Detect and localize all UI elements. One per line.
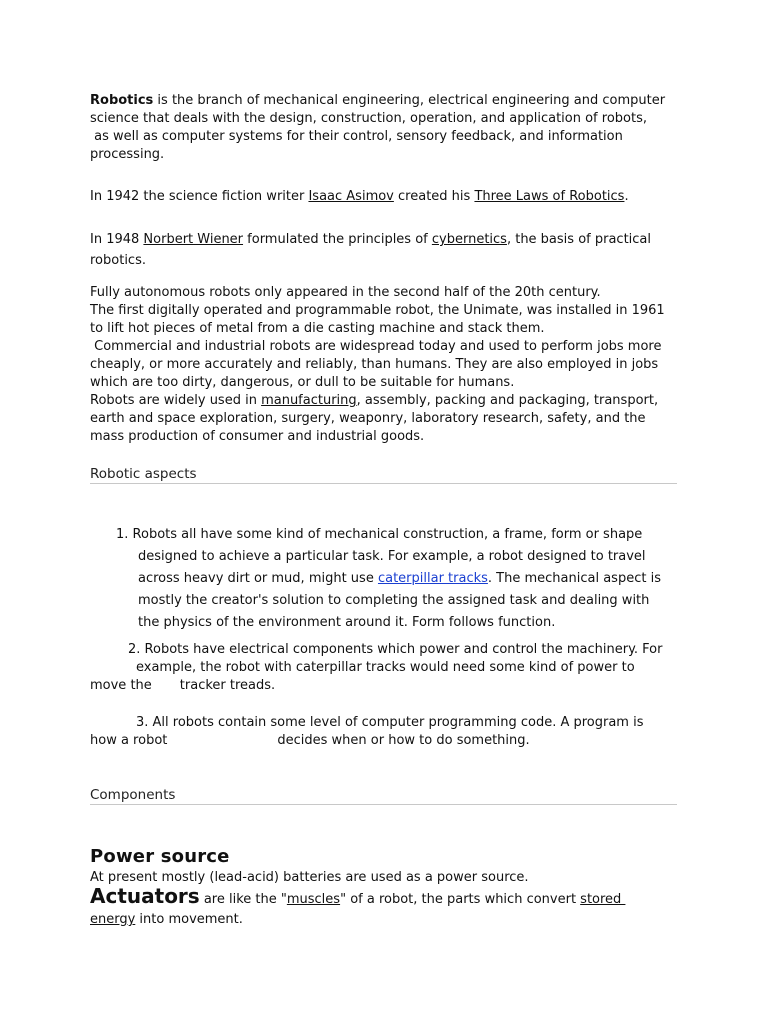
aspect-1-line-4: mostly the creator's solution to completing the assigned task and dealing with (138, 593, 650, 608)
asimov-prefix: In 1942 the science fiction writer (90, 189, 309, 204)
history-line-2: The first digitally operated and programmable robot, the Unimate, was installed in 1961 (90, 303, 665, 318)
aspect-3-line-2a: how a robot (90, 733, 168, 748)
intro-line-2: science that deals with the design, construction, operation, and application of robots, (90, 111, 647, 126)
components-heading: Components (90, 787, 677, 805)
history-line-6: which are too dirty, dangerous, or dull to be suitable for humans. (90, 375, 515, 390)
usage-suffix: , assembly, packing and packaging, transport, (356, 393, 659, 408)
aspect-item-2 (90, 641, 690, 695)
asimov-middle: created his (393, 189, 475, 204)
norbert-wiener-link[interactable]: Norbert Wiener (143, 232, 244, 247)
actuators-middle: " of a robot, the parts which convert (340, 892, 581, 907)
aspect-2-line-3a: move the (90, 678, 152, 693)
usage-line-3: mass production of consumer and industrial goods. (90, 429, 425, 444)
history-line-5: cheaply, or more accurately and reliably, than humans. They are also employed in jobs (90, 357, 659, 372)
power-source-text: At present mostly (lead-acid) batteries are used as a power source. (90, 870, 529, 885)
aspect-1-line-1: 1. Robots all have some kind of mechanical construction, a frame, form or shape (116, 527, 643, 542)
cybernetics-link[interactable]: cybernetics (431, 232, 507, 247)
wiener-paragraph (90, 229, 690, 271)
aspect-1-line-5: the physics of the environment around it. Form follows function. (138, 615, 556, 630)
aspect-2-line-1: 2. Robots have electrical components which power and control the machinery. For (128, 642, 663, 657)
history-paragraph (90, 284, 690, 446)
actuators-title: Actuators (90, 884, 200, 908)
actuators-suffix: into movement. (135, 912, 243, 927)
history-line-4: Commercial and industrial robots are widespread today and used to perform jobs more (90, 339, 662, 354)
usage-prefix: Robots are widely used in (90, 393, 262, 408)
intro-line-1: is the branch of mechanical engineering, electrical engineering and computer (153, 93, 666, 108)
asimov-suffix: . (624, 189, 629, 204)
actuators-paragraph (90, 886, 690, 930)
aspect-3-line-1: 3. All robots contain some level of computer programming code. A program is (136, 715, 644, 730)
aspect-3-line-2b: decides when or how to do something. (277, 733, 530, 748)
aspect-item-1 (90, 524, 690, 634)
actuators-prefix: are like the " (199, 892, 287, 907)
robotic-aspects-heading: Robotic aspects (90, 466, 677, 484)
aspect-1-line-3-prefix: across heavy dirt or mud, might use (138, 571, 378, 586)
power-source-title: Power source (90, 846, 230, 867)
manufacturing-link[interactable]: manufacturing (261, 393, 357, 408)
wiener-prefix: In 1948 (90, 232, 144, 247)
robotics-term: Robotics (90, 93, 154, 108)
wiener-suffix: , the basis of practical (506, 232, 652, 247)
stored-energy-link-part-1[interactable]: stored (580, 892, 626, 907)
history-line-3: to lift hot pieces of metal from a die casting machine and stack them. (90, 321, 545, 336)
stored-energy-link-part-2[interactable]: energy (90, 912, 136, 927)
intro-paragraph (90, 92, 690, 164)
wiener-middle: formulated the principles of (243, 232, 432, 247)
three-laws-link[interactable]: Three Laws of Robotics (474, 189, 625, 204)
wiener-line-2: robotics. (90, 253, 146, 268)
aspect-1-line-3-suffix: . The mechanical aspect is (487, 571, 661, 586)
caterpillar-tracks-link[interactable]: caterpillar tracks (377, 571, 488, 586)
aspect-2-line-3b: tracker treads. (179, 678, 276, 693)
history-line-1: Fully autonomous robots only appeared in the second half of the 20th century. (90, 285, 601, 300)
muscles-link[interactable]: muscles (286, 892, 341, 907)
intro-line-3: as well as computer systems for their control, sensory feedback, and information (90, 129, 623, 144)
aspect-2-line-2: example, the robot with caterpillar tracks would need some kind of power to (136, 660, 635, 675)
usage-line-2: earth and space exploration, surgery, weaponry, laboratory research, safety, and the (90, 411, 646, 426)
aspect-item-3 (90, 714, 690, 750)
asimov-paragraph (90, 188, 690, 206)
isaac-asimov-link[interactable]: Isaac Asimov (308, 189, 394, 204)
aspect-1-line-2: designed to achieve a particular task. For example, a robot designed to travel (138, 549, 646, 564)
intro-line-4: processing. (90, 147, 165, 162)
